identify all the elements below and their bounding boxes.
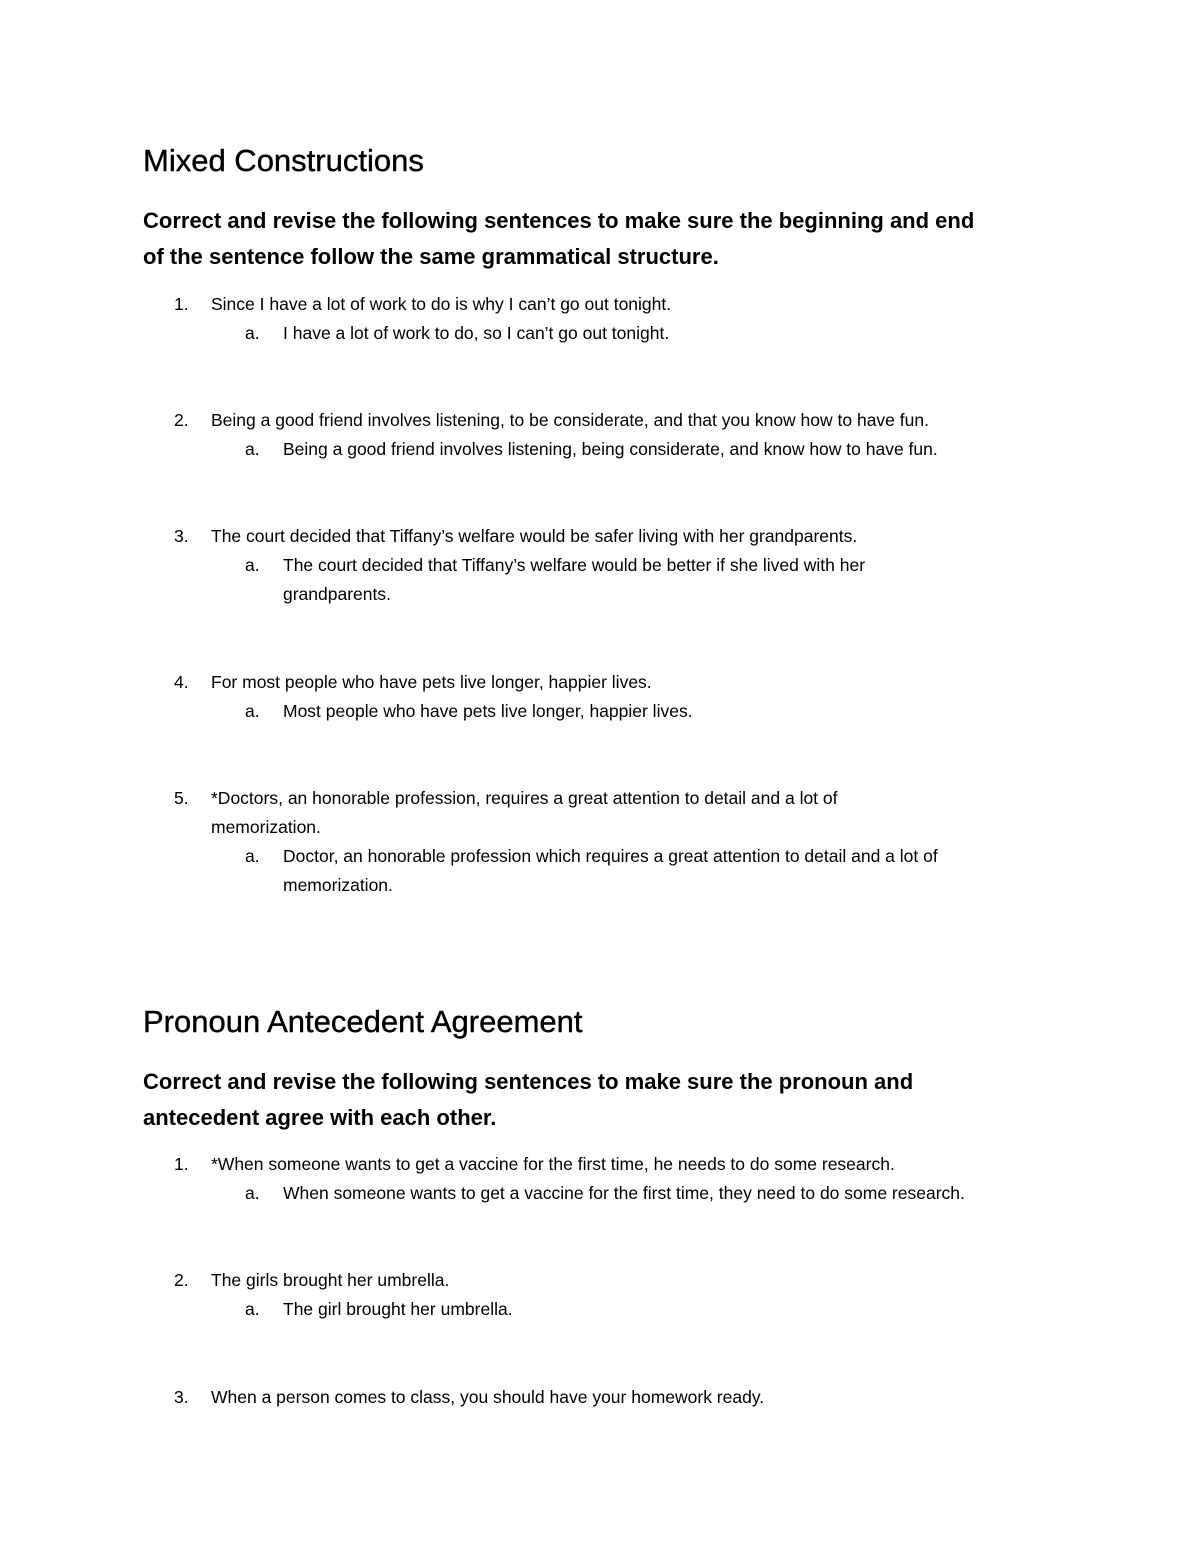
sub-list-letter: a. [245,701,260,721]
section-title-pronoun-antecedent-agreement: Pronoun Antecedent Agreement [143,1004,583,1039]
sentence-text: *When someone wants to get a vaccine for the first time, he needs to do some research. [211,1154,895,1174]
list-number: 5. [174,788,189,808]
sentence-text: The court decided that Tiffany’s welfare would be safer living with her grandparents. [211,526,858,546]
list-number: 3. [174,1387,189,1407]
sentence-text: Being a good friend involves listening, to be considerate, and that you know how to have fun. [211,410,929,430]
revised-text: Most people who have pets live longer, happier lives. [283,701,693,721]
sentence-text: Since I have a lot of work to do is why I can’t go out tonight. [211,294,672,314]
sub-list-letter: a. [245,846,260,866]
list-number: 3. [174,526,189,546]
section-title-mixed-constructions: Mixed Constructions [143,143,424,178]
sentence-text: memorization. [211,817,321,837]
list-number: 1. [174,1154,189,1174]
revised-text: Being a good friend involves listening, being considerate, and know how to have fun. [283,439,938,459]
instruction-line: Correct and revise the following sentences to make sure the pronoun and [143,1069,914,1094]
list-number: 4. [174,672,189,692]
sub-list-letter: a. [245,555,260,575]
sub-list-letter: a. [245,323,260,343]
list-number: 2. [174,410,189,430]
instruction-line: Correct and revise the following sentences to make sure the beginning and end [143,208,975,233]
sentence-text: *Doctors, an honorable profession, requires a great attention to detail and a lot of [211,788,838,808]
sub-list-letter: a. [245,1183,260,1203]
revised-text: Doctor, an honorable profession which requires a great attention to detail and a lot of [283,846,938,866]
sub-list-letter: a. [245,1299,260,1319]
revised-text: The girl brought her umbrella. [283,1299,513,1319]
sentence-text: When a person comes to class, you should have your homework ready. [211,1387,765,1407]
instruction-line: antecedent agree with each other. [143,1105,497,1130]
sentence-text: For most people who have pets live longer, happier lives. [211,672,652,692]
section-instruction-mixed-constructions [143,203,1063,275]
revised-text: When someone wants to get a vaccine for the first time, they need to do some research. [283,1183,965,1203]
list-number: 2. [174,1270,189,1290]
revised-text: memorization. [283,875,393,895]
section-instruction-pronoun-antecedent [143,1064,1063,1136]
sub-list-letter: a. [245,439,260,459]
revised-text: I have a lot of work to do, so I can’t go out tonight. [283,323,670,343]
revised-text: grandparents. [283,584,391,604]
sentence-text: The girls brought her umbrella. [211,1270,450,1290]
revised-text: The court decided that Tiffany’s welfare would be better if she lived with her [283,555,866,575]
instruction-line: of the sentence follow the same grammatical structure. [143,244,719,269]
list-number: 1. [174,294,189,314]
